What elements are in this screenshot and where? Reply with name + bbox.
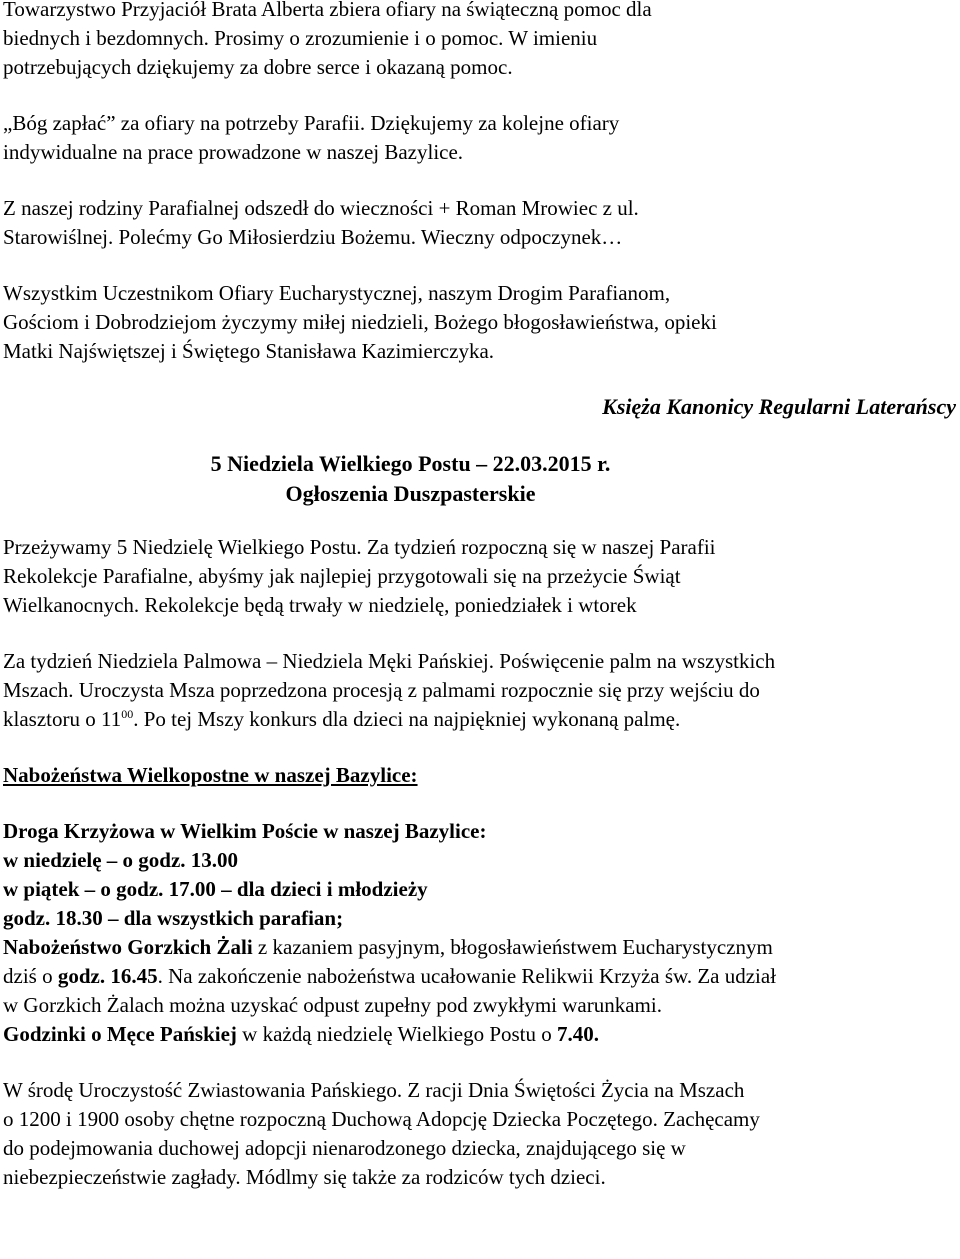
heading-date: 5 Niedziela Wielkiego Postu – 22.03.2015 r. (210, 451, 611, 476)
text-fragment: w każdą niedzielę Wielkiego Postu o (236, 1022, 558, 1046)
text-line: do podejmowania duchowej adopcji nienarodzonego dziecka, znajdującego się w (3, 1136, 686, 1160)
text-line (3, 1020, 958, 1049)
text-line: W środę Uroczystość Zwiastowania Pańskiego. Z racji Dnia Świętości Życia na Mszach (3, 1078, 745, 1102)
text-line: Towarzystwo Przyjaciół Brata Alberta zbiera ofiary na świąteczną pomoc dla (3, 0, 652, 21)
stations-friday: w piątek – o godz. 17.00 – dla dzieci i młodzieży (3, 877, 428, 901)
text-line: biednych i bezdomnych. Prosimy o zrozumienie i o pomoc. W imieniu (3, 26, 598, 50)
text-line: Rekolekcje Parafialne, abyśmy jak najlepiej przygotowali się na przeżycie Świąt (3, 564, 681, 588)
stations-parishioners: godz. 18.30 – dla wszystkich parafian; (3, 906, 344, 930)
text-line: Wszystkim Uczestnikom Ofiary Eucharystycznej, naszym Drogim Parafianom, (3, 281, 671, 305)
stations-title: Droga Krzyżowa w Wielkim Poście w naszej Bazylice: (3, 819, 487, 843)
text-fragment: . Na zakończenie nabożeństwa ucałowanie Relikwii Krzyża św. Za udział (157, 964, 777, 988)
text-line (3, 933, 958, 962)
text-bold: godz. 16.45 (57, 964, 158, 988)
text-line: o 1200 i 1900 osoby chętne rozpoczną Duchową Adopcję Dziecka Poczętego. Zachęcamy (3, 1107, 760, 1131)
text-line: Gościom i Dobrodziejom życzymy miłej niedzieli, Bożego błogosławieństwa, opieki (3, 310, 717, 334)
text-line: Mszach. Uroczysta Msza poprzedzona procesją z palmami rozpocznie się przy wejściu do (3, 678, 760, 702)
text-fragment: . Po tej Mszy konkurs dla dzieci na najpiękniej wykonaną palmę. (133, 707, 681, 731)
text-line: Starowiślnej. Polećmy Go Miłosierdziu Bożemu. Wieczny odpoczynek… (3, 225, 623, 249)
text-bold: 7.40. (557, 1022, 600, 1046)
text-bold: Godzinki o Męce Pańskiej (3, 1022, 237, 1046)
text-line: „Bóg zapłać” za ofiary na potrzeby Parafii. Dziękujemy za kolejne ofiary (3, 111, 620, 135)
stations-sunday: w niedzielę – o godz. 13.00 (3, 848, 239, 872)
text-fragment: dziś o (3, 964, 58, 988)
paragraph-brat-albert (3, 0, 958, 82)
text-fragment: klasztoru o 11 (3, 707, 122, 731)
section-title: Nabożeństwa Wielkopostne w naszej Bazylice: (3, 763, 418, 787)
paragraph-greetings (3, 279, 958, 366)
text-line: Z naszej rodziny Parafialnej odszedł do wieczności + Roman Mrowiec z ul. (3, 196, 639, 220)
text-line: Przeżywamy 5 Niedzielę Wielkiego Postu. Za tydzień rozpoczną się w naszej Parafii (3, 535, 716, 559)
announcements-heading (3, 449, 958, 509)
signature: Księża Kanonicy Regularni Laterańscy (602, 394, 956, 419)
text-bold: Nabożeństwo Gorzkich Żali (3, 935, 253, 959)
text-fragment: z kazaniem pasyjnym, błogosławieństwem Eucharystycznym (252, 935, 773, 959)
superscript: 00 (121, 707, 134, 721)
heading-title: Ogłoszenia Duszpasterskie (285, 481, 536, 506)
text-line: Za tydzień Niedziela Palmowa – Niedziela Męki Pańskiej. Poświęcenie palm na wszystkich (3, 649, 776, 673)
text-line: niebezpieczeństwie zagłady. Módlmy się także za rodziców tych dzieci. (3, 1165, 606, 1189)
text-line: Matki Najświętszej i Świętego Stanisława Kazimierczyka. (3, 339, 495, 363)
paragraph-deceased (3, 194, 958, 252)
paragraph-annunciation (3, 1076, 958, 1192)
paragraph-thanks (3, 109, 958, 167)
paragraph-palm-sunday (3, 647, 958, 734)
text-line (3, 962, 958, 991)
text-line: Wielkanocnych. Rekolekcje będą trwały w niedzielę, poniedziałek i wtorek (3, 593, 637, 617)
paragraph-gorzkie-zale (3, 933, 958, 1049)
text-line (3, 705, 958, 734)
stations-of-cross (3, 817, 958, 933)
paragraph-lent-retreat (3, 533, 958, 620)
text-line: w Gorzkich Żalach można uzyskać odpust zupełny pod zwykłymi warunkami. (3, 993, 662, 1017)
text-line: potrzebujących dziękujemy za dobre serce i okazaną pomoc. (3, 55, 513, 79)
text-line: indywidualne na prace prowadzone w naszej Bazylice. (3, 140, 464, 164)
